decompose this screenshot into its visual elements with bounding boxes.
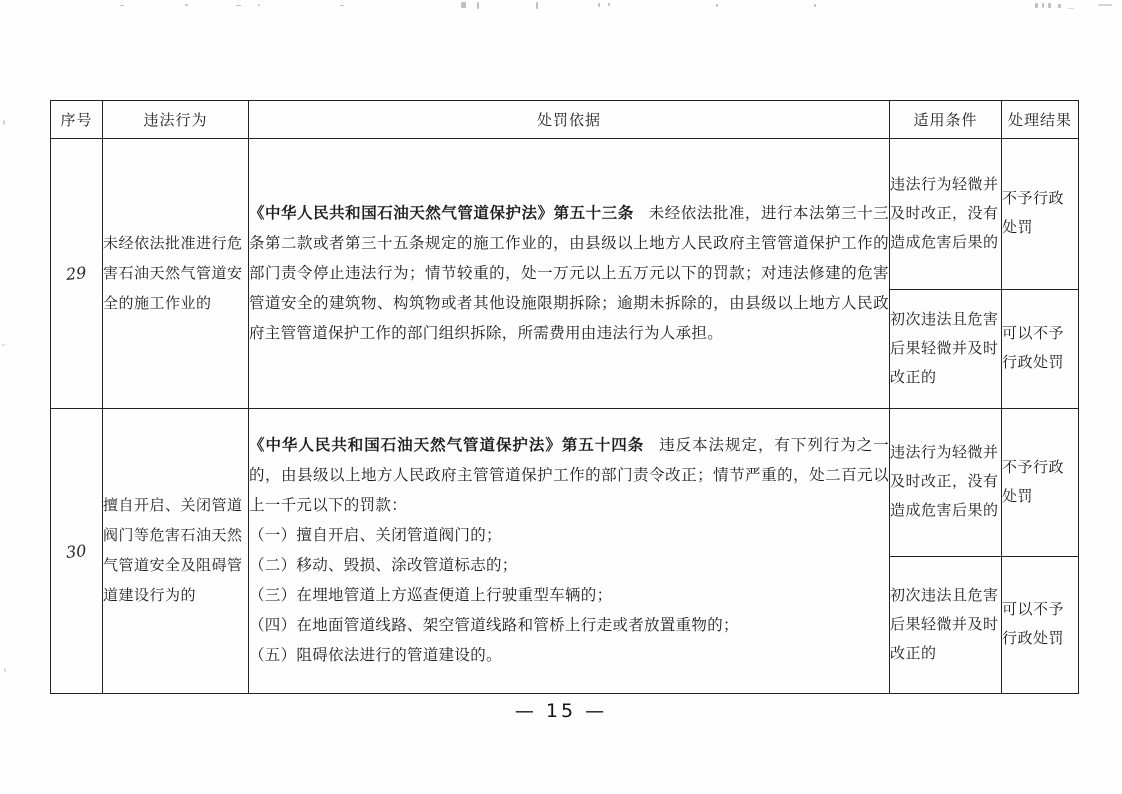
row-29-basis	[249, 139, 890, 409]
row-30-condition-1: 违法行为轻微并及时改正，没有造成危害后果的	[890, 409, 1002, 557]
row-29-number: 29	[51, 139, 103, 409]
row-30-basis	[249, 409, 890, 694]
row-29-result-2: 可以不予行政处罚	[1002, 290, 1079, 409]
row-30-result-2: 可以不予行政处罚	[1002, 557, 1079, 694]
header-basis: 处罚依据	[249, 101, 890, 139]
row-30-behavior: 擅自开启、关闭管道阀门等危害石油天然气管道安全及阻碍管道建设行为的	[103, 409, 249, 694]
row-30-condition-2: 初次违法且危害后果轻微并及时改正的	[890, 557, 1002, 694]
law-article-title: 《中华人民共和国石油天然气管道保护法》第五十三条	[249, 204, 634, 222]
header-condition: 适用条件	[890, 101, 1002, 139]
row-29-behavior: 未经依法批准进行危害石油天然气管道安全的施工作业的	[103, 139, 249, 409]
table-row	[51, 409, 1079, 557]
header-no: 序号	[51, 101, 103, 139]
table-header-row	[51, 101, 1079, 139]
law-article-body: 违反本法规定，有下列行为之一的，由县级以上地方人民政府主管管道保护工作的部门责令改正；情节严重的，处二百元以上一千元以下的罚款：	[249, 437, 889, 514]
law-article-title: 《中华人民共和国石油天然气管道保护法》第五十四条	[249, 437, 645, 454]
law-article-body: 未经依法批准，进行本法第三十三条第二款或者第三十五条规定的施工作业的，由县级以上地方人民政府主管管道保护工作的部门责令停止违法行为；情节较重的，处一万元以上五万元以下的罚款；对违法修建的危害管道安全的建筑物、构筑物或者其他设施限期拆除；逾期未拆除的，由县级以上地方人民政府主管管道保护工作的部门组织拆除，所需费用由违法行为人承担。	[249, 204, 889, 342]
header-result: 处理结果	[1002, 101, 1079, 139]
row-30-number: 30	[51, 409, 103, 694]
row-30-result-1: 不予行政处罚	[1002, 409, 1079, 557]
basis-list-item-4: （四）在地面管道线路、架空管道线路和管桥上行走或者放置重物的；	[249, 617, 739, 634]
violation-penalty-table	[50, 100, 1079, 694]
row-29-result-1: 不予行政处罚	[1002, 139, 1079, 290]
basis-list-item-3: （三）在埋地管道上方巡查便道上行驶重型车辆的；	[249, 587, 613, 604]
table-row	[51, 139, 1079, 290]
basis-list-item-5: （五）阻碍依法进行的管道建设的。	[249, 647, 502, 664]
page-number: — 15 —	[514, 700, 608, 722]
basis-list-item-2: （二）移动、毁损、涂改管道标志的；	[249, 557, 518, 574]
basis-list-item-1: （一）擅自开启、关闭管道阀门的；	[249, 527, 502, 544]
row-29-condition-2: 初次违法且危害后果轻微并及时改正的	[890, 290, 1002, 409]
header-behavior: 违法行为	[103, 101, 249, 139]
row-29-condition-1: 违法行为轻微并及时改正，没有造成危害后果的	[890, 139, 1002, 290]
